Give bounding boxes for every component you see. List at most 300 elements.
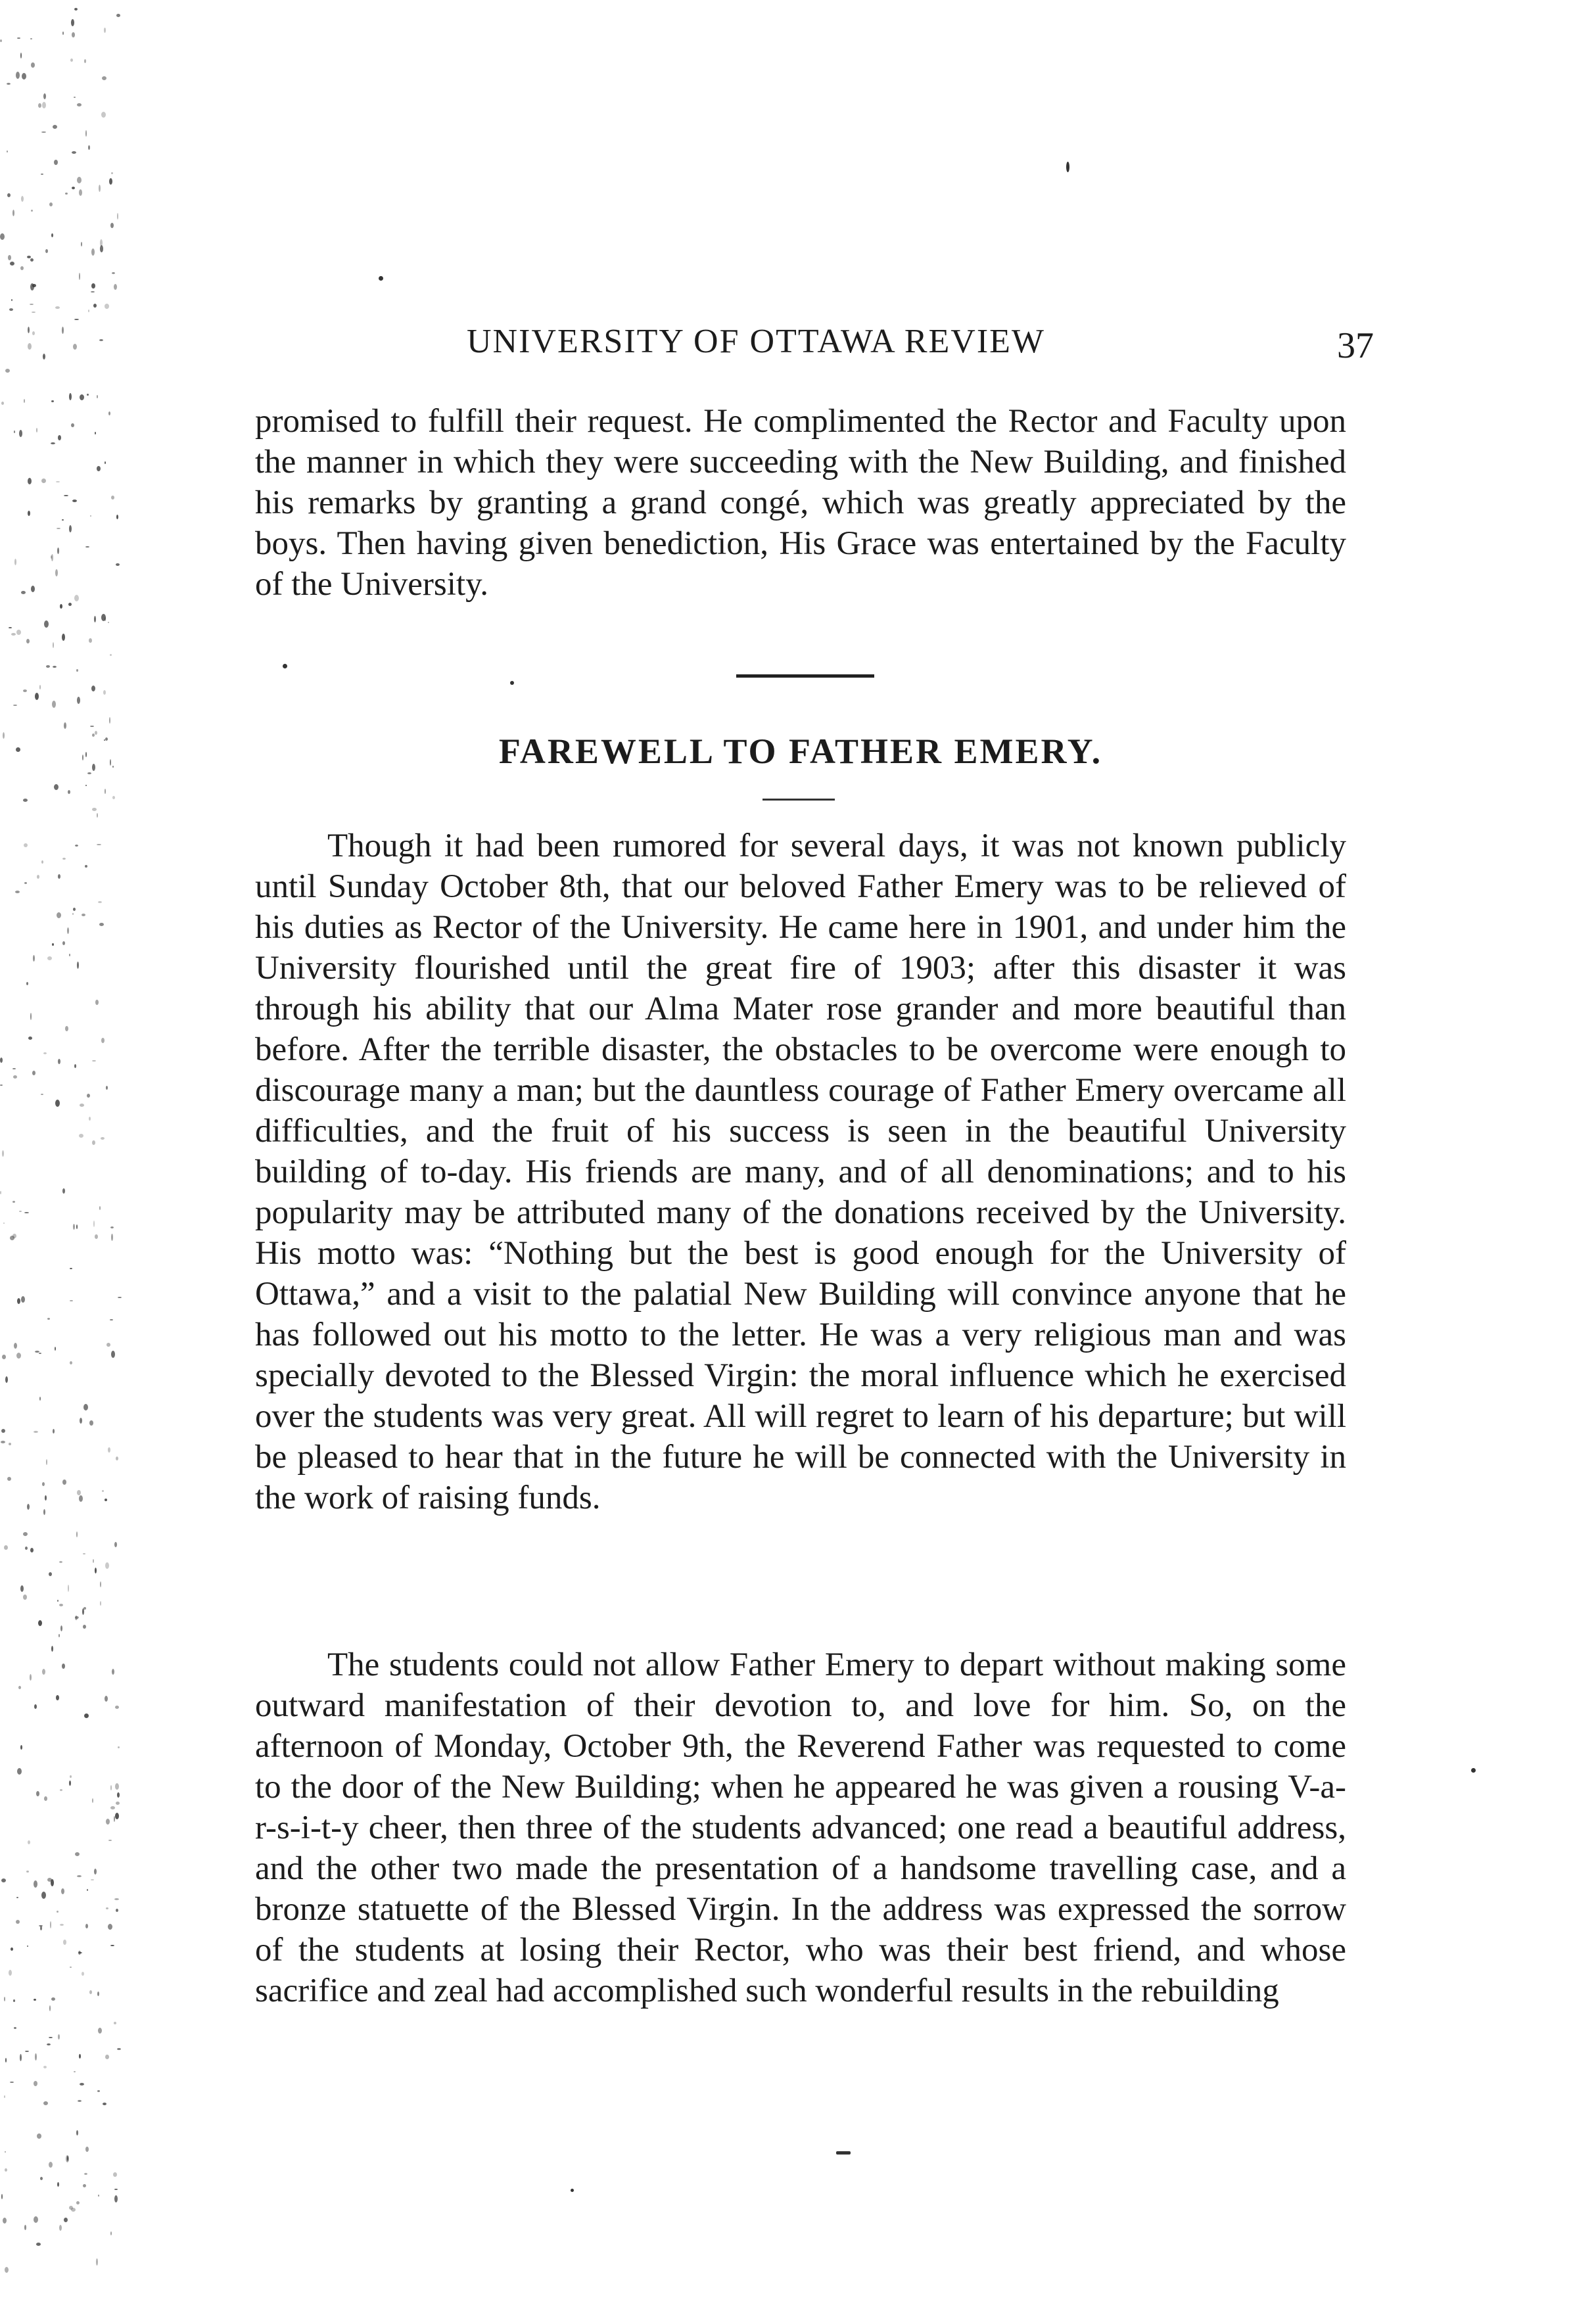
binding-speck xyxy=(75,845,78,847)
binding-speck xyxy=(21,591,26,594)
binding-speck xyxy=(62,519,64,521)
binding-speck xyxy=(70,1300,73,1301)
binding-speck xyxy=(88,310,89,312)
binding-speck xyxy=(42,1482,45,1486)
binding-speck xyxy=(87,772,91,774)
binding-speck xyxy=(7,83,11,85)
binding-speck xyxy=(24,882,27,884)
binding-speck xyxy=(17,37,20,39)
binding-speck xyxy=(11,633,16,636)
binding-speck xyxy=(105,461,106,464)
binding-speck xyxy=(87,1889,88,1891)
binding-speck xyxy=(30,1548,34,1552)
binding-speck xyxy=(114,1542,117,1547)
binding-speck xyxy=(91,283,95,289)
binding-speck xyxy=(16,1353,21,1359)
binding-speck xyxy=(62,941,65,945)
binding-speck xyxy=(47,956,52,960)
binding-speck xyxy=(116,1802,120,1805)
binding-speck xyxy=(68,790,70,794)
binding-speck xyxy=(30,1674,32,1681)
binding-speck xyxy=(57,528,60,529)
scan-speck xyxy=(379,276,383,281)
binding-speck xyxy=(93,1559,94,1563)
binding-speck xyxy=(64,722,66,729)
binding-speck xyxy=(35,2053,37,2061)
binding-speck xyxy=(84,1713,89,1718)
running-head xyxy=(250,322,1374,375)
binding-speck xyxy=(40,2177,43,2180)
binding-speck xyxy=(12,1068,16,1069)
binding-speck xyxy=(99,1206,101,1210)
binding-speck xyxy=(34,1704,37,1709)
binding-speck xyxy=(39,685,41,689)
binding-speck xyxy=(89,1420,93,1426)
binding-speck xyxy=(43,2101,48,2105)
binding-speck xyxy=(34,1880,37,1888)
binding-speck xyxy=(7,151,8,152)
binding-speck xyxy=(95,1568,97,1573)
binding-speck xyxy=(22,73,26,80)
binding-speck xyxy=(74,595,79,601)
binding-speck xyxy=(26,982,28,985)
binding-speck xyxy=(43,2066,47,2068)
binding-speck xyxy=(74,1064,76,1068)
binding-speck xyxy=(82,914,85,916)
binding-speck xyxy=(97,844,101,845)
binding-speck xyxy=(62,32,64,35)
binding-speck xyxy=(67,2156,68,2161)
binding-speck xyxy=(51,1997,55,2001)
binding-speck xyxy=(90,515,91,517)
binding-speck xyxy=(110,223,114,228)
binding-speck xyxy=(41,131,46,133)
binding-speck xyxy=(52,943,54,946)
binding-speck xyxy=(60,1924,64,1926)
binding-speck xyxy=(72,500,77,502)
binding-speck xyxy=(13,1075,17,1079)
binding-speck xyxy=(26,639,30,643)
binding-speck xyxy=(51,400,54,402)
binding-speck xyxy=(39,1397,41,1401)
binding-speck xyxy=(19,1211,22,1212)
binding-speck xyxy=(62,1188,65,1194)
binding-speck xyxy=(43,354,45,360)
binding-speck xyxy=(92,764,95,771)
binding-speck xyxy=(3,2218,7,2224)
binding-speck xyxy=(108,1840,112,1841)
binding-speck xyxy=(105,304,109,309)
binding-speck xyxy=(31,586,35,592)
binding-speck xyxy=(93,1221,95,1227)
binding-speck xyxy=(91,291,95,292)
binding-speck xyxy=(112,796,115,799)
binding-speck xyxy=(16,1920,20,1924)
binding-speck xyxy=(55,1347,56,1351)
binding-speck xyxy=(84,59,86,63)
binding-speck xyxy=(68,603,72,606)
binding-speck xyxy=(83,1625,86,1629)
binding-speck xyxy=(118,1297,122,1298)
binding-speck xyxy=(92,1798,93,1803)
binding-speck xyxy=(46,1459,47,1465)
binding-speck xyxy=(32,312,35,313)
binding-speck xyxy=(28,343,32,350)
binding-speck xyxy=(100,1581,101,1587)
binding-speck xyxy=(110,654,112,656)
binding-speck xyxy=(5,2151,6,2153)
binding-speck xyxy=(74,97,76,98)
binding-speck xyxy=(39,1353,41,1354)
binding-speck xyxy=(11,1947,13,1951)
binding-speck xyxy=(77,697,80,704)
binding-speck xyxy=(71,19,74,26)
binding-speck xyxy=(28,1037,32,1040)
binding-speck xyxy=(104,739,105,741)
binding-speck xyxy=(49,2037,53,2038)
binding-speck xyxy=(89,1990,92,1994)
binding-speck xyxy=(100,245,103,252)
binding-speck xyxy=(71,423,74,427)
binding-speck xyxy=(41,1892,46,1899)
binding-speck xyxy=(41,478,46,483)
binding-speck xyxy=(80,394,84,400)
binding-speck xyxy=(25,1547,28,1550)
binding-speck xyxy=(31,210,33,212)
binding-speck xyxy=(109,178,112,185)
binding-speck xyxy=(100,1601,101,1606)
binding-speck xyxy=(64,495,68,496)
binding-speck xyxy=(10,262,14,266)
scan-speck xyxy=(283,664,287,668)
binding-speck xyxy=(82,1608,84,1615)
binding-speck xyxy=(0,1191,1,1194)
binding-speck xyxy=(25,2051,29,2052)
binding-speck xyxy=(108,1447,110,1453)
binding-speck xyxy=(52,701,56,708)
binding-speck xyxy=(111,1234,113,1241)
binding-speck xyxy=(99,339,103,341)
page-number: 37 xyxy=(1337,325,1374,366)
section-divider-rule xyxy=(736,674,874,678)
binding-speck xyxy=(36,1791,39,1796)
binding-speck xyxy=(116,14,120,17)
binding-speck xyxy=(70,1967,72,1968)
binding-speck xyxy=(23,689,27,692)
binding-speck xyxy=(31,62,35,68)
binding-speck xyxy=(20,2054,22,2061)
binding-speck xyxy=(60,604,62,609)
binding-speck xyxy=(5,1376,8,1383)
binding-speck xyxy=(85,752,87,757)
binding-speck xyxy=(58,435,61,440)
binding-speck xyxy=(34,1431,38,1433)
binding-speck xyxy=(49,202,53,206)
scan-speck xyxy=(1471,1768,1476,1773)
continuation-paragraph: promised to fulfill their request. He complimented the Rector and Faculty upon the manner in which they were succeeding with the New Building, and finished his remarks by granting a grand congé, which was greatly appreciated by the boys. Then having given benediction, His Grace was entertained by the Faculty of the University. xyxy=(255,403,1346,603)
binding-speck xyxy=(78,2100,82,2102)
binding-speck xyxy=(60,1625,62,1631)
binding-speck xyxy=(40,1926,42,1930)
binding-speck xyxy=(30,38,32,39)
binding-speck xyxy=(38,1620,42,1626)
binding-edge-speckle xyxy=(0,0,138,2307)
binding-speck xyxy=(77,1875,82,1877)
binding-speck xyxy=(85,2147,89,2152)
binding-speck xyxy=(36,2243,41,2246)
binding-speck xyxy=(69,954,70,956)
binding-speck xyxy=(59,1634,60,1637)
binding-speck xyxy=(16,1897,18,1898)
binding-speck xyxy=(59,2225,62,2231)
binding-speck xyxy=(95,432,96,434)
binding-speck xyxy=(116,1909,118,1912)
binding-speck xyxy=(95,731,97,735)
binding-speck xyxy=(39,1925,43,1926)
binding-speck xyxy=(65,1026,68,1031)
binding-speck xyxy=(91,1879,94,1880)
binding-speck xyxy=(73,344,77,350)
binding-speck xyxy=(90,726,94,727)
binding-speck xyxy=(112,766,114,768)
scan-speck xyxy=(836,2151,851,2155)
binding-speck xyxy=(76,669,78,672)
binding-speck xyxy=(79,1134,83,1138)
binding-speck xyxy=(114,1816,115,1822)
binding-speck xyxy=(108,622,109,623)
binding-speck xyxy=(8,255,11,260)
binding-speck xyxy=(74,319,79,320)
binding-speck xyxy=(54,784,59,790)
binding-speck xyxy=(64,2218,68,2222)
binding-speck xyxy=(106,1907,108,1909)
binding-speck xyxy=(24,843,28,847)
binding-speck xyxy=(43,93,46,99)
binding-speck xyxy=(62,858,66,860)
binding-speck xyxy=(57,1911,59,1913)
binding-speck xyxy=(105,789,106,794)
binding-speck xyxy=(110,1785,112,1790)
binding-speck xyxy=(97,2090,100,2092)
binding-speck xyxy=(16,72,20,79)
binding-speck xyxy=(30,1013,32,1020)
binding-speck xyxy=(23,1532,28,1536)
binding-speck xyxy=(4,1545,8,1550)
binding-speck xyxy=(73,1224,75,1230)
binding-speck xyxy=(20,53,22,58)
binding-speck xyxy=(115,1783,119,1790)
binding-speck xyxy=(101,112,106,118)
binding-speck xyxy=(97,466,101,471)
binding-speck xyxy=(9,1970,12,1976)
binding-speck xyxy=(118,1746,120,1748)
binding-speck xyxy=(51,1879,54,1886)
binding-speck xyxy=(97,1992,99,1996)
binding-speck xyxy=(4,2095,5,2098)
binding-speck xyxy=(114,2189,118,2190)
binding-speck xyxy=(51,555,52,559)
binding-speck xyxy=(5,2267,9,2273)
binding-speck xyxy=(7,1477,11,1481)
binding-speck xyxy=(58,2034,60,2039)
binding-speck xyxy=(61,1888,64,1894)
binding-speck xyxy=(51,233,53,237)
binding-speck xyxy=(76,1224,78,1229)
binding-speck xyxy=(110,1945,114,1946)
binding-speck xyxy=(17,1768,22,1775)
binding-speck xyxy=(85,865,87,868)
binding-speck xyxy=(75,1616,78,1620)
binding-speck xyxy=(53,666,57,668)
binding-speck xyxy=(0,39,2,42)
binding-speck xyxy=(77,103,82,106)
scan-speck xyxy=(1066,162,1069,172)
binding-speck xyxy=(58,874,60,879)
binding-speck xyxy=(51,442,55,444)
binding-speck xyxy=(59,1604,63,1606)
binding-speck xyxy=(9,1443,11,1445)
binding-speck xyxy=(111,496,114,500)
binding-speck xyxy=(54,160,58,165)
binding-speck xyxy=(45,249,48,253)
binding-speck xyxy=(5,2168,7,2172)
binding-speck xyxy=(63,1940,66,1945)
binding-speck xyxy=(80,1104,84,1107)
binding-speck xyxy=(83,1404,88,1410)
binding-speck xyxy=(26,1871,29,1873)
binding-speck xyxy=(49,1572,52,1576)
binding-speck xyxy=(42,102,46,108)
binding-speck xyxy=(38,103,41,108)
binding-speck xyxy=(19,430,22,437)
binding-speck xyxy=(80,1418,82,1424)
binding-speck xyxy=(82,1972,84,1976)
binding-speck xyxy=(62,1664,65,1669)
binding-speck xyxy=(103,690,106,695)
binding-speck xyxy=(105,1696,108,1702)
running-title: UNIVERSITY OF OTTAWA REVIEW xyxy=(467,323,1045,360)
binding-speck xyxy=(62,634,65,641)
binding-speck xyxy=(77,177,82,183)
binding-speck xyxy=(106,1086,108,1090)
binding-speck xyxy=(110,759,111,766)
binding-speck xyxy=(106,1819,110,1825)
binding-speck xyxy=(89,638,92,643)
binding-speck xyxy=(46,665,50,668)
binding-speck xyxy=(108,411,110,415)
binding-speck xyxy=(75,1852,80,1856)
binding-speck xyxy=(14,1343,17,1349)
binding-speck xyxy=(70,1775,72,1778)
binding-speck xyxy=(76,1531,78,1537)
binding-speck xyxy=(72,913,74,915)
binding-speck xyxy=(58,1059,60,1064)
binding-speck xyxy=(116,1456,118,1460)
binding-speck xyxy=(114,1898,119,1900)
binding-speck xyxy=(4,1997,5,2001)
binding-speck xyxy=(70,58,73,62)
binding-speck xyxy=(105,1499,107,1501)
binding-speck xyxy=(44,620,49,628)
binding-speck xyxy=(114,2195,118,2202)
binding-speck xyxy=(110,1226,114,1228)
binding-speck xyxy=(102,76,106,80)
binding-speck xyxy=(3,732,5,739)
binding-speck xyxy=(49,2162,53,2168)
binding-speck xyxy=(1,2194,3,2199)
binding-speck xyxy=(111,172,113,174)
binding-speck xyxy=(102,1490,104,1492)
binding-speck xyxy=(55,306,60,309)
binding-speck xyxy=(2,1355,6,1359)
binding-speck xyxy=(79,1495,83,1502)
binding-speck xyxy=(20,1585,24,1592)
binding-speck xyxy=(57,1600,59,1602)
binding-speck xyxy=(32,284,36,287)
binding-speck xyxy=(56,481,60,482)
binding-speck xyxy=(12,1234,16,1238)
binding-speck xyxy=(41,860,43,864)
binding-speck xyxy=(37,2133,41,2139)
binding-speck xyxy=(103,2103,106,2105)
binding-speck xyxy=(62,1480,66,1485)
article-title: FAREWELL TO FATHER EMERY. xyxy=(498,732,1103,771)
binding-speck xyxy=(114,284,117,290)
binding-speck xyxy=(68,1585,69,1592)
binding-speck xyxy=(34,2216,38,2223)
binding-speck xyxy=(11,299,12,301)
binding-speck xyxy=(105,737,108,741)
article-paragraph-1: Though it had been rumored for several days, it was not known publicly until Sunday October 8th, that our beloved Father Emery was to be relieved of his duties as Rector of the University. He came here in 1901, and under him the University flourished until the great fire of 1903; after this disaster it was through his ability that our Alma Mater rose grander and more beautiful than before. After the terrible disaster, the obstacles to be overcome were enough to discourage many a man; but the dauntless courage of Father Emery overcame all difficulties, and the fruit of his success is seen in the beautiful University building of to-day. His friends are many, and of all denominations; and to his popularity may be attributed many of the donations received by the University. His motto was: “Nothing but the best is good enough for the University of Ottawa,” and a visit to the palatial New Building will convince anyone that he has followed out his motto to the letter. He was a very religious man and was specially devoted to the Blessed Virgin: the moral influence which he exercised over the students was very great. All will regret to learn of his departure; but will be pleased to hear that in the future he will be connected with the University in the work of raising funds. xyxy=(255,827,1346,1516)
binding-speck xyxy=(110,1319,113,1320)
binding-speck xyxy=(105,1562,109,1569)
binding-speck xyxy=(34,2081,37,2086)
binding-speck xyxy=(14,559,16,565)
binding-speck xyxy=(78,1951,81,1955)
binding-speck xyxy=(99,923,104,926)
binding-speck xyxy=(24,2225,26,2230)
binding-speck xyxy=(83,2184,86,2187)
binding-speck xyxy=(0,1058,3,1063)
binding-speck xyxy=(108,1924,112,1930)
binding-speck xyxy=(77,962,79,969)
binding-speck xyxy=(12,1201,15,1203)
binding-speck xyxy=(50,1921,51,1928)
binding-speck xyxy=(82,755,83,760)
binding-speck xyxy=(1,1429,5,1433)
binding-speck xyxy=(1,402,4,405)
binding-speck xyxy=(57,912,61,918)
binding-speck xyxy=(15,891,20,893)
binding-speck xyxy=(112,1669,114,1675)
binding-speck xyxy=(88,145,90,150)
binding-speck xyxy=(23,799,28,802)
binding-speck xyxy=(109,717,110,724)
binding-speck xyxy=(117,1792,120,1798)
binding-speck xyxy=(12,210,14,216)
binding-speck xyxy=(41,174,43,175)
binding-speck xyxy=(43,1509,45,1515)
binding-speck xyxy=(24,399,25,403)
binding-speck xyxy=(81,242,82,246)
binding-speck xyxy=(27,1504,30,1510)
binding-speck xyxy=(110,1806,115,1809)
title-underline-rule xyxy=(763,799,835,801)
binding-speck xyxy=(43,1052,47,1054)
binding-speck xyxy=(98,2028,102,2034)
binding-speck xyxy=(117,2048,121,2050)
binding-speck xyxy=(35,693,39,700)
